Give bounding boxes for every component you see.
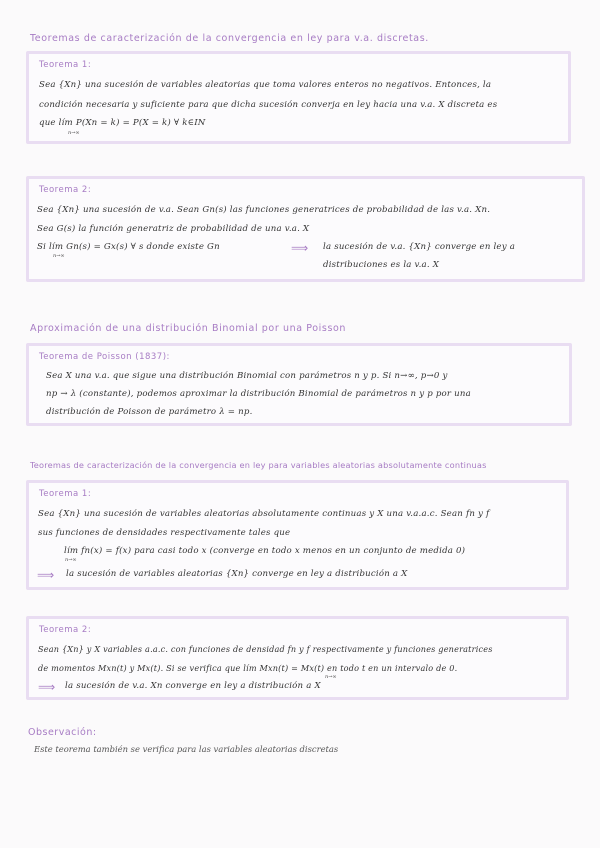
observation-title: Observación: — [28, 727, 97, 738]
theorem-line: Sean {Xn} y X variables a.a.c. con funciones de densidad fn y f respectivamente y funciones generatrices — [38, 644, 493, 654]
theorem-line: Sea {Xn} una sucesión de v.a. Sean Gn(s) las funciones generatrices de probabilidad de las v.a. Xn. — [37, 205, 491, 215]
section-title-discrete: Teoremas de caracterización de la convergencia en ley para v.a. discretas. — [30, 33, 429, 44]
observation-text: Este teorema también se verifica para las variables aleatorias discretas — [34, 744, 339, 754]
section-title-binomial-poisson: Aproximación de una distribución Binomial por una Poisson — [30, 323, 347, 334]
implies-arrow-icon: ⟹ — [37, 568, 55, 582]
theorem-line: la sucesión de v.a. {Xn} converge en ley a — [323, 242, 516, 252]
theorem-line: distribución de Poisson de parámetro λ = np. — [46, 407, 253, 417]
limit-subscript: n→∞ — [53, 253, 65, 259]
theorem-title: Teorema 1: — [39, 489, 92, 499]
implies-arrow-icon: ⟹ — [38, 680, 56, 694]
theorem-title: Teorema de Poisson (1837): — [39, 352, 170, 362]
theorem-line: distribuciones es la v.a. X — [323, 260, 440, 270]
theorem-line: que lím P(Xn = k) = P(X = k) ∀ k∈IN — [39, 118, 206, 128]
theorem-box-2 — [26, 176, 585, 282]
theorem-line: Sea G(s) la función generatriz de probabilidad de una v.a. X — [37, 224, 310, 234]
theorem-title: Teorema 1: — [39, 60, 92, 70]
theorem-title: Teorema 2: — [39, 625, 92, 635]
section-title-continuous: Teoremas de caracterización de la convergencia en ley para variables aleatorias absolutamente continuas — [30, 460, 487, 470]
theorem-box-continuous-2 — [26, 616, 569, 700]
theorem-line: Sea {Xn} una sucesión de variables aleatorias que toma valores enteros no negativos. Entonces, la — [39, 80, 492, 90]
limit-subscript: n→∞ — [68, 130, 80, 136]
limit-subscript: n→∞ — [325, 674, 337, 680]
theorem-title: Teorema 2: — [39, 185, 92, 195]
theorem-line: de momentos Mxn(t) y Mx(t). Si se verifica que lím Mxn(t) = Mx(t) en todo t en un intervalo de 0. — [38, 663, 458, 673]
implies-arrow-icon: ⟹ — [291, 241, 309, 255]
theorem-line: Sea {Xn} una sucesión de variables aleatorias absolutamente continuas y X una v.a.a.c. Sean fn y f — [38, 509, 490, 519]
theorem-line: sus funciones de densidades respectivamente tales que — [38, 528, 291, 538]
theorem-box-1 — [26, 51, 571, 144]
theorem-line: lím fn(x) = f(x) para casi todo x (converge en todo x menos en un conjunto de medida 0) — [64, 546, 466, 556]
limit-subscript: n→∞ — [65, 557, 77, 563]
theorem-line: Si lím Gn(s) = Gx(s) ∀ s donde existe Gn — [37, 242, 220, 252]
theorem-line: Sea X una v.a. que sigue una distribución Binomial con parámetros n y p. Si n→∞, p→0 y — [46, 371, 448, 381]
theorem-box-poisson — [26, 343, 572, 426]
theorem-line: la sucesión de v.a. Xn converge en ley a distribución a X — [65, 681, 321, 691]
theorem-line: la sucesión de variables aleatorias {Xn} converge en ley a distribución a X — [66, 569, 408, 579]
theorem-box-continuous-1 — [26, 480, 569, 590]
theorem-line: np → λ (constante), podemos aproximar la distribución Binomial de parámetros n y p por una — [46, 389, 471, 399]
theorem-line: condición necesaria y suficiente para que dicha sucesión converja en ley hacia una v.a. X discreta es — [39, 100, 498, 110]
